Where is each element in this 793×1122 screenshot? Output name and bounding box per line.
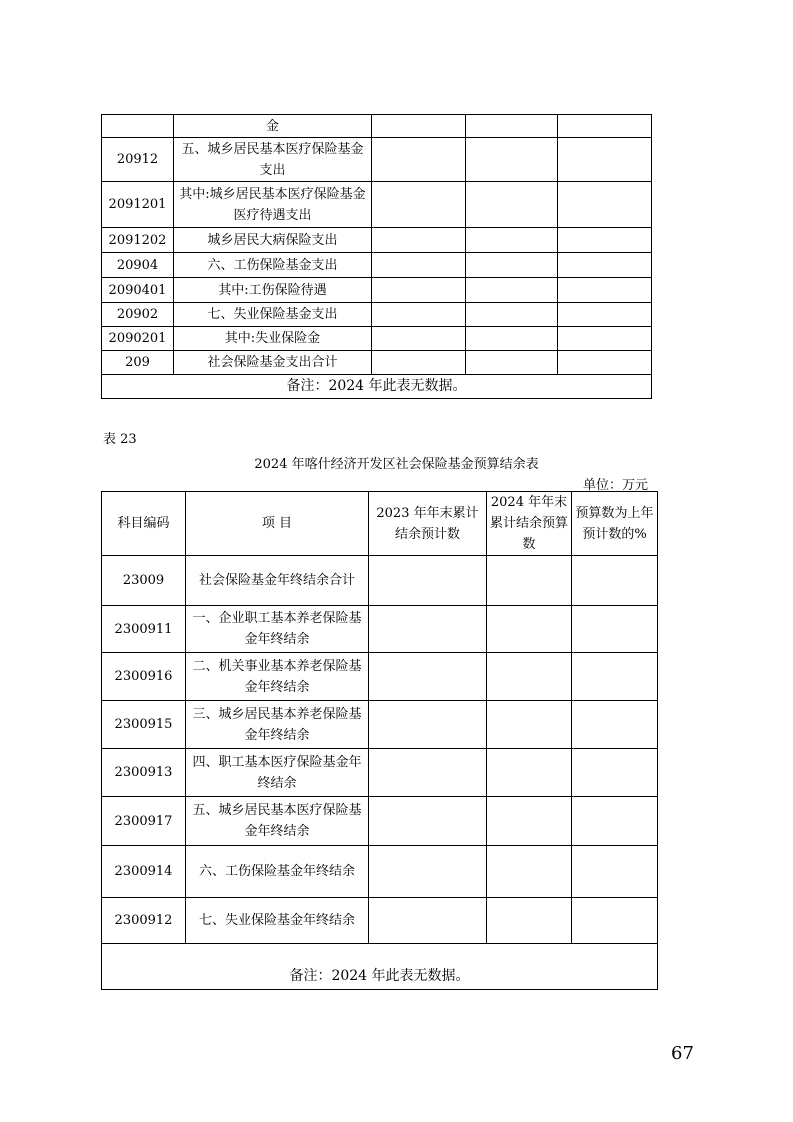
table-row bbox=[102, 898, 658, 944]
code-cell: 2300914 bbox=[102, 846, 186, 898]
table-row bbox=[102, 253, 652, 278]
code-cell: 2300916 bbox=[102, 653, 186, 701]
code-cell: 2300913 bbox=[102, 749, 186, 797]
code-cell bbox=[102, 115, 174, 138]
code-cell: 23009 bbox=[102, 556, 186, 606]
code-cell: 2300915 bbox=[102, 701, 186, 749]
item-cell: 五、城乡居民基本医疗保险基金支出 bbox=[174, 138, 372, 182]
header-col2: 2024 年年末累计结余预算数 bbox=[487, 492, 572, 556]
item-cell: 其中:城乡居民基本医疗保险基金医疗待遇支出 bbox=[174, 182, 372, 228]
table-row bbox=[102, 327, 652, 351]
table-row bbox=[102, 556, 658, 606]
code-cell: 2091202 bbox=[102, 228, 174, 253]
code-cell: 20904 bbox=[102, 253, 174, 278]
header-col3: 预算数为上年预计数的% bbox=[572, 492, 658, 556]
table-row bbox=[102, 138, 652, 182]
code-cell: 20902 bbox=[102, 303, 174, 327]
item-cell: 七、失业保险基金支出 bbox=[174, 303, 372, 327]
table-row bbox=[102, 303, 652, 327]
table-row bbox=[102, 351, 652, 375]
table-row bbox=[102, 182, 652, 228]
item-cell: 一、企业职工基本养老保险基金年终结余 bbox=[186, 606, 369, 653]
item-cell: 社会保险基金年终结余合计 bbox=[186, 556, 369, 606]
code-cell: 2300917 bbox=[102, 797, 186, 846]
table-row bbox=[102, 115, 652, 138]
table-row bbox=[102, 701, 658, 749]
table-row bbox=[102, 228, 652, 253]
code-cell: 2090401 bbox=[102, 278, 174, 303]
table-caption: 表 23 bbox=[103, 432, 137, 447]
code-cell: 2300912 bbox=[102, 898, 186, 944]
page-number: 67 bbox=[671, 1043, 694, 1064]
item-cell: 金 bbox=[174, 115, 372, 138]
code-cell: 209 bbox=[102, 351, 174, 375]
table-row bbox=[102, 653, 658, 701]
table-row bbox=[102, 606, 658, 653]
header-code: 科目编码 bbox=[102, 492, 186, 556]
header-item: 项 目 bbox=[186, 492, 369, 556]
table-row bbox=[102, 846, 658, 898]
unit-label: 单位：万元 bbox=[583, 478, 649, 493]
header-col1: 2023 年年末累计结余预计数 bbox=[369, 492, 487, 556]
code-cell: 20912 bbox=[102, 138, 174, 182]
table-header-row bbox=[102, 492, 658, 556]
item-cell: 六、工伤保险基金支出 bbox=[174, 253, 372, 278]
item-cell: 其中:工伤保险待遇 bbox=[174, 278, 372, 303]
item-cell: 三、城乡居民基本养老保险基金年终结余 bbox=[186, 701, 369, 749]
table-note: 备注：2024 年此表无数据。 bbox=[102, 944, 658, 990]
item-cell: 四、职工基本医疗保险基金年终结余 bbox=[186, 749, 369, 797]
item-cell: 社会保险基金支出合计 bbox=[174, 351, 372, 375]
table-title: 2024 年喀什经济开发区社会保险基金预算结余表 bbox=[254, 457, 539, 472]
table-note-row bbox=[102, 375, 652, 399]
item-cell: 其中:失业保险金 bbox=[174, 327, 372, 351]
table-row bbox=[102, 797, 658, 846]
item-cell: 二、机关事业基本养老保险基金年终结余 bbox=[186, 653, 369, 701]
item-cell: 城乡居民大病保险支出 bbox=[174, 228, 372, 253]
table-note: 备注：2024 年此表无数据。 bbox=[102, 375, 652, 399]
expenditure-table bbox=[101, 114, 652, 399]
code-cell: 2091201 bbox=[102, 182, 174, 228]
balance-table bbox=[101, 491, 658, 990]
item-cell: 七、失业保险基金年终结余 bbox=[186, 898, 369, 944]
item-cell: 六、工伤保险基金年终结余 bbox=[186, 846, 369, 898]
code-cell: 2300911 bbox=[102, 606, 186, 653]
code-cell: 2090201 bbox=[102, 327, 174, 351]
table-row bbox=[102, 278, 652, 303]
table-note-row bbox=[102, 944, 658, 990]
item-cell: 五、城乡居民基本医疗保险基金年终结余 bbox=[186, 797, 369, 846]
table-row bbox=[102, 749, 658, 797]
